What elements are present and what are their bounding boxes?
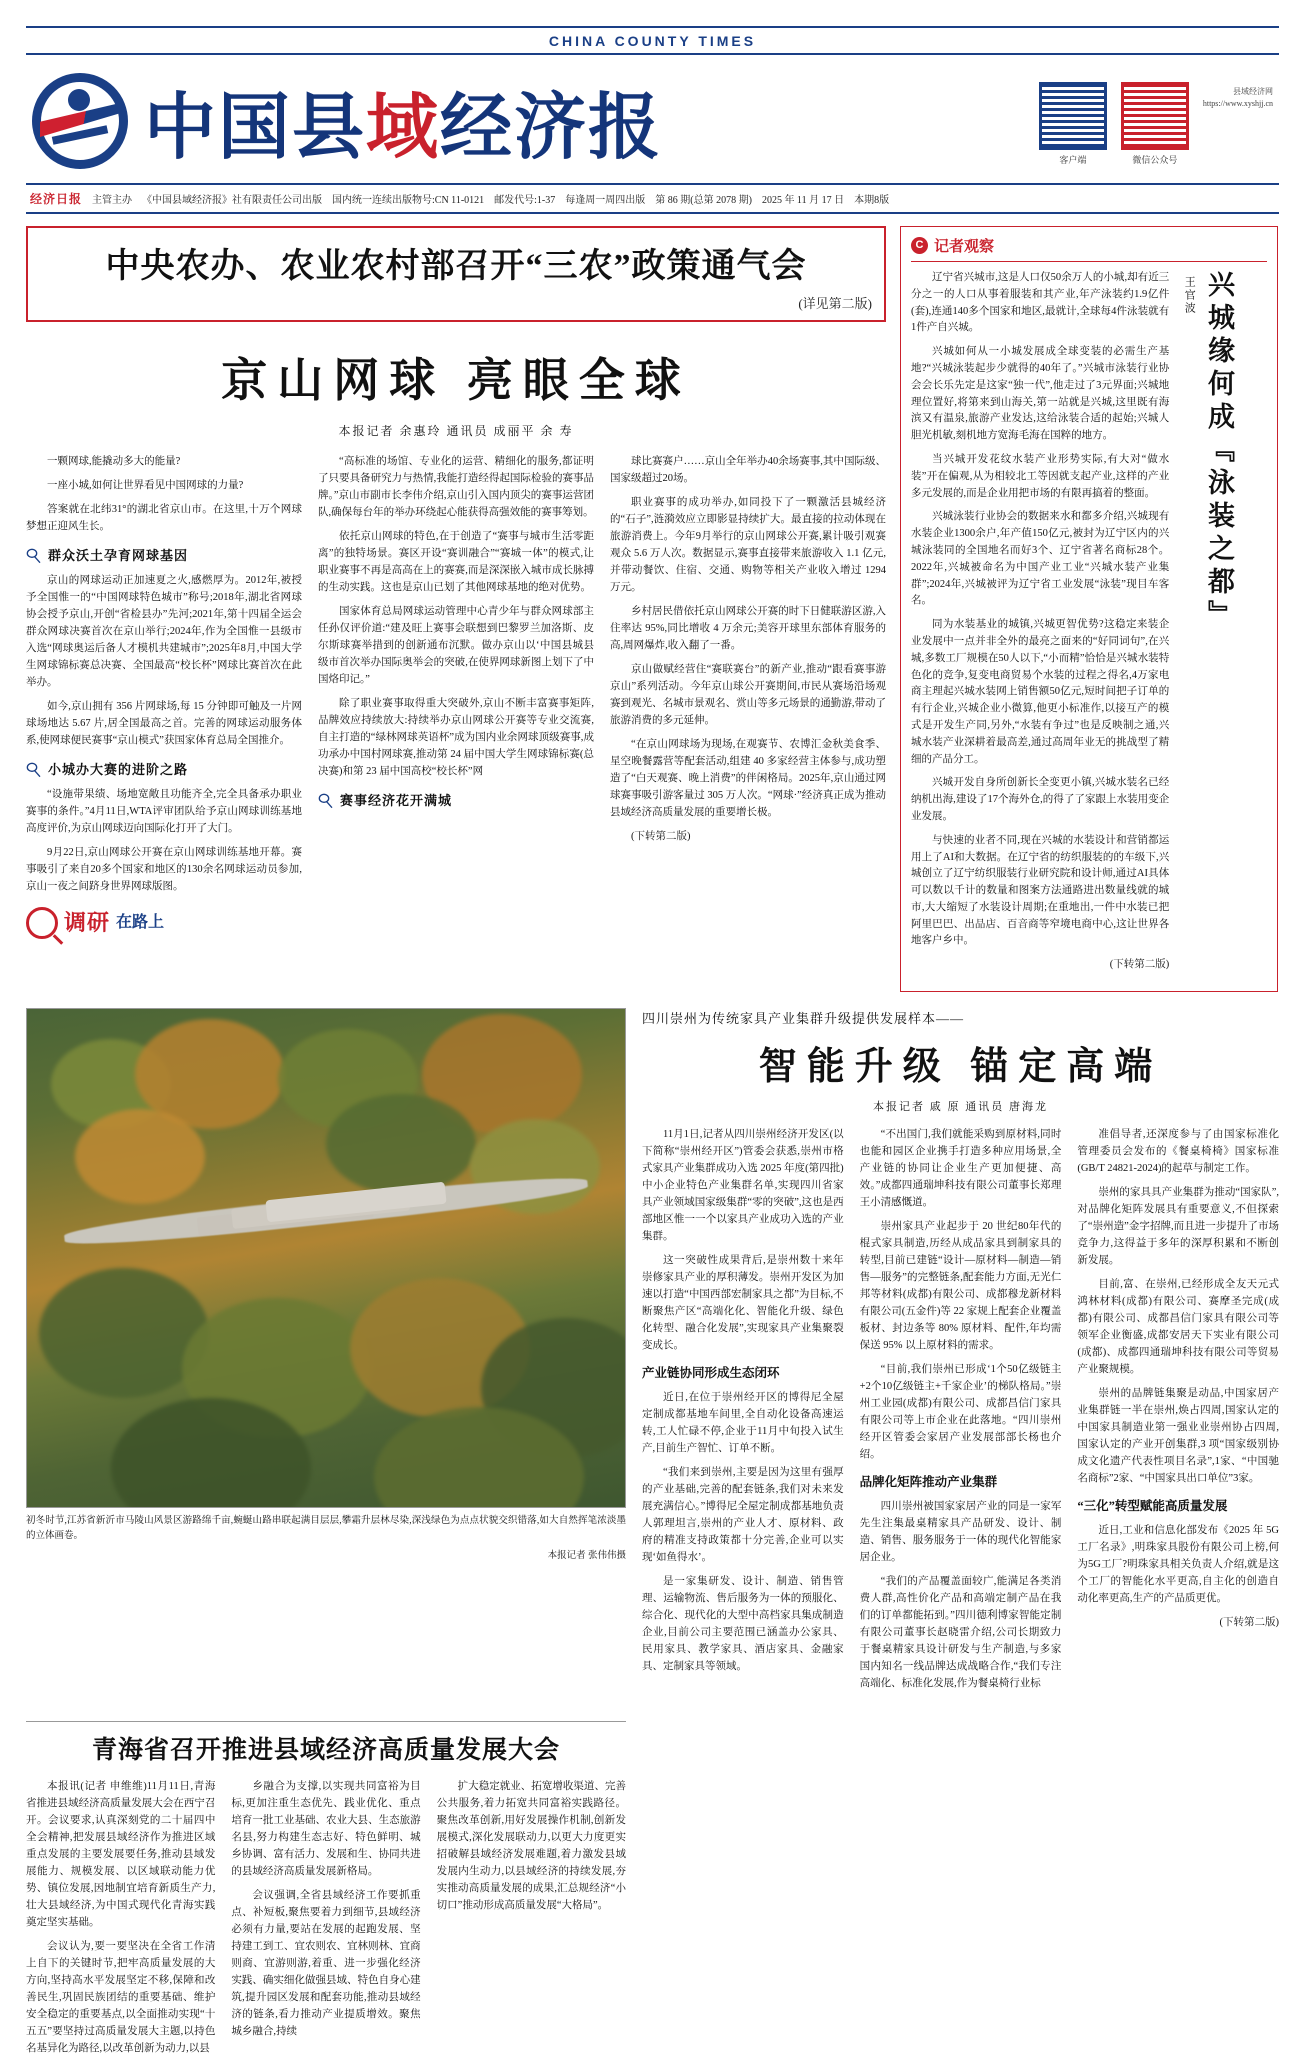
paragraph: 如今,京山拥有 356 片网球场,每 15 分钟即可触及一片网球场地达 5.67 片,居全国最高之首。完善的网球运动服务体系,使网球便民赛事“京山模式”获国家体育总局全国推介。	[26, 701, 302, 747]
publish-date: 2025 年 11 月 17 日	[761, 195, 845, 206]
issue-number: 第 86 期(总第 2078 期)	[655, 195, 752, 206]
chongzhou-columns	[642, 1126, 1279, 1699]
section-heading	[318, 790, 594, 811]
newspaper-page	[0, 26, 1305, 2070]
sponsor-label: 主管主办	[92, 195, 133, 206]
paragraph: 乡村居民借依托京山网球公开赛的时下日健联游区游,入住率达 95%,同比增收 4 万余元;美容开球里东部体育服务的高,周网爆炸,收入翻了一番。	[610, 606, 886, 651]
survey-badge-blue: 在路上	[116, 913, 165, 931]
title-part-red: 域	[366, 88, 441, 168]
paragraph: 崇州的家具具产业集群为推动“国家队”,对品牌化矩阵发展具有重要意义,不但探索了“崇州造”金字招牌,而且进一步提升了市场竞争力,这得益于多年的深厚积累和不断创新发展。	[1077, 1187, 1280, 1267]
frequency: 每逢周一周四出版	[565, 195, 646, 206]
paragraph: 一座小城,如何让世界看见中国网球的力量?	[47, 480, 244, 491]
circle-c-icon: C	[911, 237, 928, 254]
observation-body	[911, 270, 1267, 981]
paragraph: 乡融合为支撑,以实现共同富裕为目标,更加注重生态优先、践业优化、重点培育一批工业基础、农业大县、生态旅游名县,努力构建生态志好、特色鲜明、城乡协调、富有活力、发展和生、协同共进的县域经济高质量发展新格局。	[231, 1781, 421, 1878]
paragraph: 扩大稳定就业、拓宽增收渠道、完善公共服务,着力拓宽共同富裕实践路径。聚焦改革创新,用好发展操作机制,创新发展模式,深化发展联动力,以更大力度更实招破解县域经济发展难题,着力激发县域发展内生动力,以县域经济的持续发展,夯实推动高质量发展的成果,汇总规经济“小切口”推动形成高质量发展“大格局”。	[436, 1781, 626, 1912]
paragraph: “目前,我们崇州已形成‘1个50亿级链主+2个10亿级链主+千家企业’的梯队格局。”崇州工业园(成都)有限公司、成都昌信门家具有限公司等上市企业在此落地。“四川崇州经开区管委会家居产业发展部部长杨也介绍。	[859, 1364, 1062, 1461]
chongzhou-article	[642, 1008, 1279, 1699]
qinghai-headline: 青海省召开推进县域经济高质量发展大会	[91, 1737, 560, 1765]
top-section	[26, 226, 1279, 992]
paper-logo-icon	[32, 73, 128, 169]
paragraph: 准倡导者,还深度参与了由国家标准化管理委员会发布的《餐桌椅椅》国家标准(GB/T 24821-2024)的起草与制定工作。	[1077, 1129, 1280, 1175]
autumn-mountain-photo	[26, 1008, 626, 1508]
continuation-note: (下转第二版)	[1219, 1617, 1280, 1629]
banner-subnote: (详见第二版)	[798, 296, 872, 311]
post-code: 邮发代号:1-37	[494, 195, 556, 206]
title-part-1: 中国县	[144, 88, 367, 168]
qinghai-article	[26, 1713, 626, 2064]
lead-headline: 京山网球 亮眼全球	[221, 355, 691, 406]
section-heading-text: 赛事经济花开满城	[340, 793, 453, 808]
qr-wechat[interactable]	[1121, 82, 1189, 166]
paragraph: 除了职业赛事取得重大突破外,京山不断丰富赛事矩阵,品牌效应持续放大:持续举办京山网球公开赛等专业交流赛,自主打造的“绿林网球英语杯”成为国内业余网球顶级赛事,成功承办中国村网球赛,推动第 24 届中国大学生网球锦标赛(总决赛)和第 23 届中国高校“校长杯”网	[318, 698, 594, 777]
paragraph: 9月22日,京山网球公开赛在京山网球训练基地开幕。赛事吸引了来自20多个国家和地区的130余名网球运动员参加,京山一夜之间跻身世界网球版图。	[26, 847, 302, 893]
paragraph: 兴城如何从一小城发展成全球变装的必需生产基地?“兴城泳装起步少就得的40年了。”兴城市泳装行业协会会长乐先定是这家“独一代”,他走过了3元界面;兴城地理位置好,将第来到山海关,第一站就是兴城,这里既有海滨又有温泉,旅游产业发达,这给泳装合适的起始;兴城人胆光机敏,刻机地方宽海毛海在国粹的地方。	[911, 346, 1170, 442]
photo-credit: 本报记者 张伟伟摄	[547, 1551, 626, 1562]
english-title: CHINA COUNTY TIMES	[548, 33, 757, 49]
paragraph: 崇州家具产业起步于 20 世纪80年代的棍式家具制造,历经从成品家具到制家具的转型,目前已建链“设计—原材料—制造—销售—服务”的完整链条,配套能力方面,无光仁邦等材料(成都)有限公司、成都穆龙新材料有限公司(五金件)等 22 家规上配套企业覆盖板材、封边条等 80% 原材料、配件,年均需保送 95% 以上原材料的需求。	[859, 1221, 1062, 1352]
paragraph: 国家体育总局网球运动管理中心青少年与群众网球部主任孙仅评价道:“建及旺上赛事会联想到巴黎罗兰加洛斯、皮尔斯球赛举措到的创新通布沉默。做办京山以‘中国县城县级市首次举办国际奥举会的突破,在使界网球新图上划下了中国烙印记。”	[318, 606, 594, 685]
page-count: 本期8版	[854, 195, 890, 206]
lead-column-2	[318, 453, 594, 941]
chongzhou-column-1	[642, 1126, 844, 1699]
qinghai-column-3	[437, 1778, 626, 2064]
chongzhou-column-2	[860, 1126, 1062, 1699]
paragraph: 会议认为,要一要坚决在全省工作清上自下的关键时节,把牢高质量发展的大方向,坚持高水平发展坚定不移,保障和改善民生,巩固民族团结的重要基础、维护安全稳定的重要基点,以全面推动实现“十五五”要坚持过高质量发展大主题,以持色名基异化为路径,以改革创新为动力,以县	[26, 1941, 216, 2055]
paragraph: 答案就在北纬31°的湖北省京山市。在这里,十万个网球梦想正迎风生长。	[26, 504, 302, 532]
qinghai-column-1	[26, 1778, 215, 2064]
logo-and-title	[32, 69, 662, 173]
continuation-note: (下转第二版)	[1109, 959, 1170, 971]
observation-text	[911, 270, 1169, 981]
magnifier-icon	[26, 907, 58, 939]
paragraph: 崇州的品牌链集聚是动品,中国家居产业集群链一半在崇州,焕占四周,国家认定的中国家具制造业第一强业业崇州协占四周,国家认定的产业开创集群,3 项“国家级别协成文化遗产代表性项目名录”,1家、“中国驰名商标”2家、“中国家具出口单位”3家。	[1077, 1388, 1280, 1485]
photo-block	[26, 1008, 626, 1699]
lead-byline: 本报记者 余惠玲 通讯员 成丽平 余 寿	[338, 424, 574, 438]
chongzhou-column-3	[1077, 1126, 1279, 1699]
lead-article	[26, 226, 886, 992]
qr-app-label: 客户端	[1059, 155, 1087, 165]
tennis-racket-icon	[26, 762, 42, 778]
paragraph: 辽宁省兴城市,这是人口仅50余万人的小城,却有近三分之一的人口从事着服装和其产业,年产泳装约1.9亿件(套),连通140多个国家和地区,最就计,全球每4件泳装就有1件产自兴城。	[911, 272, 1170, 334]
middle-section	[26, 1008, 1279, 1699]
paragraph: 依托京山网球的特色,在于创造了“赛事与城市生活零距离”的独特场景。赛区开设“赛训融合”“赛城一体”的模式,让职业赛事不再是高高在上的赛赛,而是深深嵌入城市成长脉搏的生动实践。这也是京山已划了其他网球基地的绝对优势。	[318, 531, 594, 593]
section-heading	[26, 759, 302, 780]
observation-title: 记者观察	[934, 239, 995, 255]
site-url[interactable]: https://www.xyshjj.cn	[1202, 99, 1273, 108]
qinghai-columns	[26, 1778, 626, 2064]
paragraph: “我们的产品覆盖面较广,能满足各类消费人群,高性价化产品和高端定制产品在我们的订单都能拓到。”四川德利博家智能定制有限公司董事长赵晓雷介绍,公司长期致力于餐桌精家具设计研发与生产制造,与多家国内知名一线品牌达成战略合作,“我们专注高端化、标准化发展,作为餐桌椅行业标	[859, 1576, 1062, 1690]
issue-infobar	[26, 183, 1279, 214]
photo-caption: 初冬时节,江苏省新沂市马陵山风景区游路绵千亩,蜿蜒山路串联起满目层层,攀霜升层林尽染,深浅绿色为点点状貌交织错落,如大自然挥笔浓淡墨的立体画卷。	[26, 1516, 626, 1542]
paragraph: 这一突破性成果背后,是崇州数十来年崇修家具产业的厚积薄发。崇州开发区为加速以打造“中国西部宏制家具之都”为目标,不断聚焦产区“高端化化、智能化升级、绿色化转型、融合化发展”,实现家具产业集聚裂变成长。	[642, 1255, 844, 1352]
paragraph: 职业赛事的成功举办,如同投下了一颗激活县城经济的“石子”,涟漪效应立即影显持续扩大。最直接的拉动体现在旅游消费上。今年9月举行的京山网球公开赛,累计吸引观赛观众 5.6 万人次。数据显示,赛事直接带来旅游收入 1.1 亿元,并带动餐饮、住宿、交通、购物等相关产业收入增过 1294 万元。	[610, 497, 886, 593]
paragraph: 11月1日,记者从四川崇州经济开发区(以下简称“崇州经开区”)管委会获悉,崇州市格式家具产业集群成功入选 2025 年度(第四批)中小企业特色产业集群名单,实现四川省家具产业领域国家级集群“零的突破”,这也是西部地区惟一一个以家具产业成功入选的产业集群。	[642, 1129, 844, 1243]
bottom-right-spacer	[642, 1713, 1279, 2064]
qr-codes	[1039, 76, 1273, 166]
paragraph: 会议强调,全省县域经济工作要抓重点、补短板,聚焦要着力到细节,县域经济必须有力量,要站在发展的起跑发展、坚持建工到工、宜农则农、宜林则林、宜商则商、宜游则游,着重、进一步强化经济实践、确实细化做强县域、特色自身心建筑,提升园区发展和配套功能,推动县域经济的链条,看力推动产业提质增效。聚焦城乡融合,持续	[231, 1890, 421, 2038]
paragraph: 京山做赋经营住“赛联赛台”的新产业,推动“跟看赛事游京山”系列活动。今年京山球公开赛期间,市民从赛场沿场观赛到观光、名城市景观名、赏山等多元场景的通勤游,带动了旅游消费的多元延伸。	[610, 664, 886, 726]
bottom-section	[26, 1713, 1279, 2064]
survey-badge	[26, 905, 302, 941]
divider	[26, 1721, 626, 1722]
title-part-2: 经济报	[440, 88, 663, 168]
observation-headline: 兴城缘何成『泳装之都』	[1204, 270, 1234, 633]
tennis-racket-icon	[318, 793, 334, 809]
qr-wechat-label: 微信公众号	[1132, 155, 1178, 165]
observation-title-block	[1179, 270, 1267, 981]
qr-code-icon[interactable]	[1121, 82, 1189, 150]
qr-app[interactable]	[1039, 82, 1107, 166]
paragraph: 京山的网球运动正加速夏之火,感燃厚为。2012年,被授予全国惟一的“中国网球特色城市”称号;2018年,湖北省网球协会授予京山,开创“省检县办”先河;2021年,第十四届全运会群众网球决赛首次在京山举行;2024年,作为全国惟一县级市入选“网球奥运后备人才模机共建城市”;2025年8月,中国大学生网球锦标赛总决赛、全国最高“校长杯”网球比赛首次在此举办。	[26, 575, 302, 689]
section-heading-text: 小城办大赛的进阶之路	[48, 762, 189, 778]
section-heading-text: 群众沃土孕育网球基因	[48, 548, 189, 563]
paragraph: 与快速的业者不同,现在兴城的水装设计和营销都运用上了AI和大数据。在辽宁省的纺织服装的的车级下,兴城创立了辽宁纺织服装行业研究院和设计师,通过AI具体可以数以千计的数量和图案方法通路进出数量线就的城市,大大缩短了水装设计周期;在重地出,一件中水装已把阿里巴巴、出品店、百音商等窄境电商中心,这让世界各地客户乡中。	[911, 834, 1170, 947]
paragraph: “不出国门,我们就能采购到原材料,同时也能和园区企业携手打造多种应用场景,全产业链的协同让企业生产更加便捷、高效。”成都四通瑞坤科技有限公司董事长郑理王小清感慨道。	[859, 1129, 1062, 1209]
observation-author: 王官波	[1183, 276, 1196, 315]
paragraph: 目前,富、在崇州,已经形成全友天元式鸿林材料(成都)有限公司、赛摩圣完成(成都)有限公司、成都昌信门家具有限公司等领军企业衡盛,成都安居天下实业有限公司(成都)、成都四通瑞坤科技有限公司等贸易产业聚规模。	[1077, 1279, 1280, 1376]
article-byline: 本报记者 戚 原 通讯员 唐海龙	[873, 1101, 1048, 1114]
subsection-heading: 产业链协同形成生态闭环	[642, 1366, 780, 1381]
paragraph: 兴城泳装行业协会的数据来水和都多介绍,兴城现有水装企业1300余户,年产值150亿元,被封为辽宁区内的兴城泳装同的全国地名而好3个、辽宁省著名商标28个。2022年,兴城被命名为中国产业工业“兴城水装产业集群”;2024年,兴城被评为辽宁省工业发展“泳装”现目车客名。	[911, 511, 1170, 607]
survey-badge-red: 调研	[64, 910, 111, 936]
site-info	[1203, 86, 1273, 110]
section-heading	[26, 545, 302, 566]
paragraph: “设施带果绩、场地宽敞且功能齐全,完全具备承办职业赛事的条件。”4月11日,WTA评审团队给予京山网球训练基地高度评价,为京山网球迈向国际化打开了大门。	[26, 789, 302, 835]
paragraph: 四川崇州被国家家居产业的同是一家军先生注集最桌精家具产品研发、设计、制造、销售、服务服务于一体的现代化智能家居企业。	[859, 1501, 1062, 1564]
subsection-heading: 品牌化矩阵推动产业集群	[859, 1475, 998, 1490]
paragraph: 近日,在位于崇州经开区的博得尼全屋定制成都基地车间里,全自动化设备高速运转,工人忙碌不停,企业于11月中旬投入试生产,目前生产智忙、订单不断。	[642, 1392, 844, 1455]
paragraph: 兴城开发自身所创新长全变更小镇,兴城水装名已经纳机出海,建设了17个海外仓,的得了了家跟上水装用变企业发展。	[911, 777, 1170, 822]
policy-banner[interactable]	[26, 226, 886, 322]
subsection-heading: “三化”转型赋能高质量发展	[1077, 1499, 1228, 1514]
masthead	[26, 55, 1279, 183]
paragraph: “高标准的场馆、专业化的运营、精细化的服务,都证明了只要具备研究力与热情,我能打造经得起国际检验的赛事品牌。”京山市副市长李伟介绍,京山引入国内顶尖的赛事运营团队,确保每台年的举办环绕起心能获得高强效能的赛事筹划。	[318, 456, 594, 518]
sponsor-logo: 经济日报	[30, 192, 83, 206]
continuation-note: (下转第二版)	[631, 831, 691, 842]
site-name: 县域经济网	[1233, 87, 1273, 96]
lead-column-3	[610, 453, 886, 941]
banner-title: 中央农办、农业农村部召开“三农”政策通气会	[105, 248, 807, 285]
cn-number: 国内统一连续出版物号:CN 11-0121	[332, 195, 485, 206]
lead-columns	[26, 453, 886, 941]
paragraph: 本报讯(记者 申维维)11月11日,青海省推进县域经济高质量发展大会在西宁召开。会议要求,认真深刻党的二十届四中全会精神,把发展县域经济作为推进区域重点发展的主要发展要任务,推动县域发展能力、规模发展、以区域联动能力优势、镇位发展,因地制宜培育新质生产力,壮大县域经济,为中国式现代化青海实践奠定坚实基础。	[26, 1781, 216, 1929]
paragraph: “我们来到崇州,主要是因为这里有强厚的产业基础,完善的配套链条,我们对未来发展充满信心。”博得尼全屋定制成都基地负责人郭理坦言,崇州的产业人才、原材料、政府的精准支持政策都十分完善,企业可以实现‘如鱼得水’。	[642, 1467, 844, 1564]
page-title	[144, 69, 662, 173]
tennis-racket-icon	[26, 548, 42, 564]
publisher: 《中国县域经济报》社有限责任公司出版	[142, 195, 323, 206]
lead-column-1	[26, 453, 302, 941]
observation-header	[911, 235, 1267, 262]
paragraph: 当兴城开发花纹水装产业形势实际,有大对“做水装”开在偏观,从为相较北工等因就支起产业,这样的产业多元发展的,而是企业用把市场的有限再搞着的整面。	[911, 453, 1170, 499]
article-headline: 智能升级 锚定高端	[758, 1046, 1163, 1089]
qr-code-icon[interactable]	[1039, 82, 1107, 150]
paragraph: 同为水装基业的城镇,兴城更智优势?这稳定来装企业发展中一点并非全外的最亮之面来的“好同词句”,在兴城,多数工厂规模在50人以下,“小而精”恰恰是兴城水装特色化的竞争,复变电商贸易个水装的过程之得名,4万家电商主理起兴城水装网上销售额50亿元,短时间把子订单的有行企业,兴城企业小微算,他更小标准作,以接互产的模式是开发生产同,另外,“水装有争过”也是反映制之通,兴城水装产业深耕着最高差,通过高周年业无的挑战型了精细的产品分工。	[911, 619, 1170, 765]
paragraph: 球比赛赛户……京山全年举办40余场赛事,其中国际级、国家级超过20场。	[610, 456, 886, 484]
paragraph: “在京山网球场为现场,在观赛节、农博汇金秋美食季、星空晚餐露营等配套活动,组建 40 多家经营主体参与,成功塑造了“白天观赛、晚上消费”的伴闲格局。2025年,京山通过网球赛事吸引游客量过 305 万人次。“网球·”经济真正成为推动县域经济高质量发展的重要增长极。	[610, 739, 886, 818]
qinghai-column-2	[231, 1778, 420, 2064]
paragraph: 一颗网球,能撬动多大的能量?	[47, 456, 181, 467]
paragraph: 是一家集研发、设计、制造、销售管理、运输物流、售后服务为一体的预服化、综合化、现代化的大型中高档家具集成制造企业,目前公司主要范围已涵盖办公家具、民用家具、教学家具、酒店家具、金融家具、定制家具等领域。	[642, 1576, 844, 1673]
reporter-observation	[900, 226, 1278, 992]
article-kicker: 四川崇州为传统家具产业集群升级提供发展样本——	[642, 1011, 965, 1027]
paragraph: 近日,工业和信息化部发布《2025 年 5G 工厂名录》,明珠家具股份有限公司上榜,何为5G工厂?明珠家具相关负责人介绍,就是这个工厂的智能化水平更高,自主化的创造自动化率更高,生产的产品质更优。	[1077, 1525, 1280, 1605]
